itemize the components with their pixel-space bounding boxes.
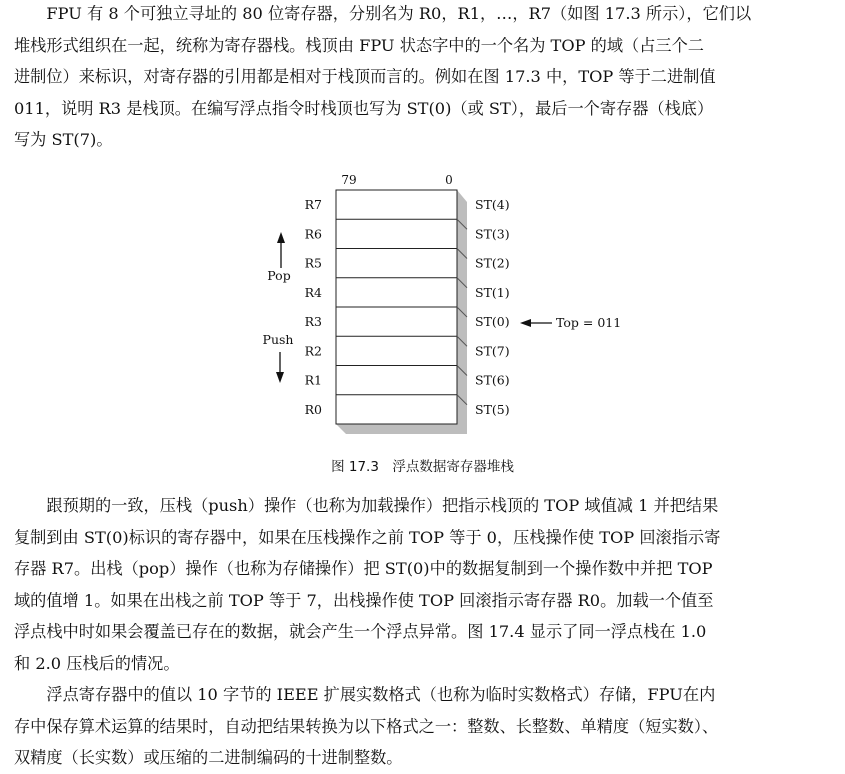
paragraph-3 xyxy=(14,679,832,774)
register-label-r7: R7 xyxy=(304,197,322,213)
figure-caption: 图 17.3 浮点数据寄存器堆栈 xyxy=(331,459,514,475)
bit-low-label: 0 xyxy=(445,173,453,187)
register-label-r4: R4 xyxy=(304,284,322,300)
stack-label: ST(4) xyxy=(475,197,510,213)
text-line: 双精度（长实数）或压缩的二进制编码的十进制整数。 xyxy=(14,748,403,767)
register-label-r3: R3 xyxy=(304,314,322,330)
stack-label: ST(7) xyxy=(475,343,510,359)
bit-high-label: 79 xyxy=(341,173,357,187)
text-line: 和 2.0 压栈后的情况。 xyxy=(14,653,180,673)
text-line: 堆栈形式组织在一起，统称为寄存器栈。栈顶由 FPU 状态字中的一个名为 TOP 的域（占三个二 xyxy=(14,35,704,55)
register-labels xyxy=(305,197,322,417)
text-line: 复制到由 ST(0)标识的寄存器中，如果在压栈操作之前 TOP 等于 0，压栈操作使 TOP 回滚指示寄 xyxy=(14,527,721,547)
text-line: 写为 ST(7)。 xyxy=(14,130,113,149)
text-line: 浮点栈中时如果会覆盖已存在的数据，就会产生一个浮点异常。图 17.4 显示了同一浮点栈在 1.0 xyxy=(14,622,707,641)
stack-label: ST(6) xyxy=(475,372,510,388)
text-line: 进制位）来标识，对寄存器的引用都是相对于栈顶而言的。例如在图 17.3 中，TOP 等于二进制值 xyxy=(14,67,716,86)
push-label: Push xyxy=(262,332,294,347)
stack-label: ST(1) xyxy=(475,284,510,300)
register-label-r0: R0 xyxy=(304,401,322,417)
register-label-r2: R2 xyxy=(304,343,322,359)
text-line: 存器 R7。出栈（pop）操作（也称为存储操作）把 ST(0)中的数据复制到一个操作数中并把 TOP xyxy=(14,559,713,578)
text-line: 011，说明 R3 是栈顶。在编写浮点指令时栈顶也写为 ST(0)（或 ST），最后一个寄存器（栈底） xyxy=(14,98,714,118)
stack-label: ST(2) xyxy=(475,255,510,271)
text-line: 跟预期的一致，压栈（push）操作（也称为加载操作）把指示栈顶的 TOP 域值减 1 并把结果 xyxy=(46,496,719,515)
stack-label: ST(5) xyxy=(475,401,510,417)
stack-label: ST(3) xyxy=(475,226,510,242)
text-line: FPU 有 8 个可独立寻址的 80 位寄存器，分别名为 R0，R1，…，R7（如图 17.3 所示），它们以 xyxy=(46,4,752,23)
stack-label: ST(0) xyxy=(475,314,510,330)
register-label-r6: R6 xyxy=(304,226,322,242)
pop-arrow-icon xyxy=(277,232,285,243)
pop-label: Pop xyxy=(267,268,291,283)
push-arrow-icon xyxy=(276,372,284,383)
register-label-r5: R5 xyxy=(304,255,322,271)
register-label-r1: R1 xyxy=(304,372,322,388)
text-line: 浮点寄存器中的值以 10 字节的 IEEE 扩展实数格式（也称为临时实数格式）存储，FPU在内 xyxy=(46,685,716,704)
paragraph-2 xyxy=(14,490,832,679)
top-arrow-icon xyxy=(520,319,531,327)
stack-index-labels xyxy=(475,197,510,417)
text-line: 存中保存算术运算的结果时，自动把结果转换为以下格式之一：整数、长整数、单精度（短实数）、 xyxy=(14,716,719,736)
top-label: Top = 011 xyxy=(556,315,622,330)
text-line: 域的值增 1。如果在出栈之前 TOP 等于 7，出栈操作使 TOP 回滚指示寄存器 R0。加载一个值至 xyxy=(14,590,714,610)
